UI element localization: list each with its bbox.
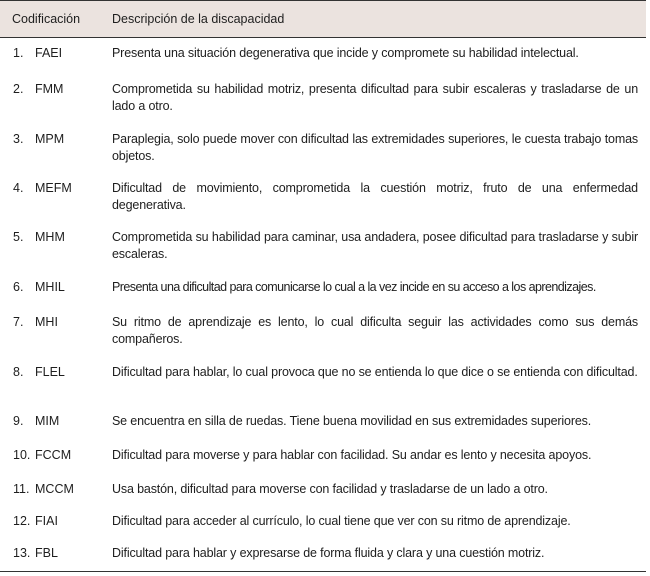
row-code: MHI (35, 315, 58, 329)
table-row (0, 131, 646, 180)
row-code: FBL (35, 546, 58, 560)
row-code: FLEL (35, 365, 65, 379)
row-code: MCCM (35, 482, 74, 496)
table-row (0, 45, 646, 81)
row-number: 5. (13, 230, 24, 244)
table-row (0, 81, 646, 131)
table-row (0, 481, 646, 513)
row-number: 4. (13, 181, 24, 195)
row-number: 7. (13, 315, 24, 329)
row-code: MEFM (35, 181, 72, 195)
row-code: MPM (35, 132, 65, 146)
row-description: Dificultad para acceder al currículo, lo cual tiene que ver con su ritmo de aprendizaje. (112, 514, 571, 528)
header-descripcion: Descripción de la discapacidad (112, 12, 285, 26)
table-row (0, 180, 646, 229)
row-number: 10. (13, 448, 31, 462)
row-number: 6. (13, 280, 24, 294)
row-code: MHM (35, 230, 65, 244)
row-number: 9. (13, 414, 24, 428)
row-description: Dificultad para hablar y expresarse de forma fluida y clara y una cuestión motriz. (112, 546, 545, 560)
table-row (0, 229, 646, 279)
table-row (0, 364, 646, 413)
row-code: FAEI (35, 46, 63, 60)
row-description: Dificultad de movimiento, comprometida la cuestión motriz, fruto de una enfermedad degenerativa. (112, 181, 638, 212)
table-header (0, 1, 646, 38)
row-description: Usa bastón, dificultad para moverse con facilidad y trasladarse de un lado a otro. (112, 482, 548, 496)
row-code: MHIL (35, 280, 65, 294)
row-number: 13. (13, 546, 31, 560)
row-code: FMM (35, 82, 64, 96)
row-description: Presenta una dificultad para comunicarse lo cual a la vez incide en su acceso a los aprendizajes. (112, 280, 596, 294)
row-description: Dificultad para moverse y para hablar con facilidad. Su andar es lento y necesita apoyos. (112, 448, 592, 462)
table-body (0, 38, 646, 571)
table-row (0, 314, 646, 364)
row-number: 11. (13, 482, 30, 496)
row-description: Presenta una situación degenerativa que incide y compromete su habilidad intelectual. (112, 46, 579, 60)
header-codificacion: Codificación (12, 12, 81, 26)
row-description: Dificultad para hablar, lo cual provoca que no se entienda lo que dice o se entienda con dificultad. (112, 365, 638, 379)
table-row (0, 413, 646, 447)
row-number: 12. (13, 514, 31, 528)
table-row (0, 545, 646, 567)
row-number: 3. (13, 132, 24, 146)
row-description: Paraplegia, solo puede mover con dificultad las extremidades superiores, le cuesta trabajo tomas objetos. (112, 132, 638, 163)
row-description: Comprometida su habilidad motriz, presenta dificultad para subir escaleras y trasladarse de un lado a otro. (112, 82, 638, 113)
row-description: Se encuentra en silla de ruedas. Tiene buena movilidad en sus extremidades superiores. (112, 414, 592, 428)
row-description: Comprometida su habilidad para caminar, usa andadera, posee dificultad para trasladarse y subir escaleras. (112, 230, 638, 261)
row-number: 2. (13, 82, 24, 96)
row-number: 1. (13, 46, 24, 60)
row-description: Su ritmo de aprendizaje es lento, lo cual dificulta seguir las actividades como sus demás compañeros. (112, 315, 638, 346)
table-row (0, 447, 646, 481)
row-code: FIAI (35, 514, 58, 528)
row-code: MIM (35, 414, 60, 428)
row-number: 8. (13, 365, 24, 379)
table-row (0, 279, 646, 314)
table-row (0, 513, 646, 545)
row-code: FCCM (35, 448, 72, 462)
